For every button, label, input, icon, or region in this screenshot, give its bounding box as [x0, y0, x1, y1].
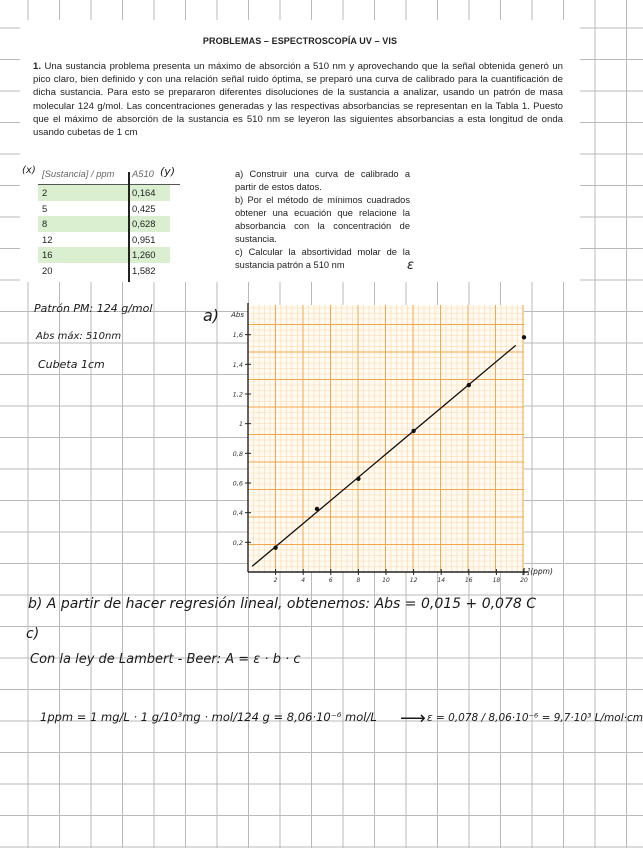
y-mark: (y) [160, 165, 176, 178]
ppm-conversion: 1ppm = 1 mg/L · 1 g/10³mg · mol/124 g = 8,06·10⁻⁶ mol/L [40, 710, 377, 724]
cell-conc: 5 [42, 202, 48, 214]
data-point [356, 477, 360, 481]
problem-number: 1. [33, 61, 42, 72]
cell-abs: 0,425 [132, 202, 156, 214]
abs-max-note: Abs máx: 510nm [36, 331, 122, 342]
x-tick-label: 18 [492, 577, 501, 584]
x-tick-label: 16 [464, 577, 473, 584]
cell-conc: 2 [38, 185, 128, 201]
y-tick-label: 0,4 [232, 509, 243, 518]
y-tick-label: 0,8 [232, 449, 243, 458]
cell-conc: 12 [42, 233, 53, 245]
task-c: c) Calcular la absortividad molar de la sustancia patrón a 510 nm [235, 247, 410, 270]
x-mark: (x) [22, 165, 36, 176]
beer-law-text: Con la ley de Lambert - Beer: A = ε · b · c [30, 652, 301, 667]
page-title: PROBLEMAS – ESPECTROSCOPÍA UV – VIS [202, 36, 398, 46]
cell-abs: 1,582 [132, 264, 156, 276]
x-axis-label: [ ](ppm) [522, 567, 553, 576]
x-tick-label: 4 [301, 577, 306, 584]
cell-abs: 0,628 [128, 216, 170, 232]
cell-abs: 0,951 [132, 233, 156, 245]
cell-conc: 8 [38, 216, 128, 232]
x-tick-label: 6 [328, 577, 333, 584]
cubeta-note: Cubeta 1cm [38, 358, 105, 371]
y-tick-label: 1 [238, 420, 243, 429]
cell-conc: 16 [38, 247, 128, 263]
x-tick-label: 8 [356, 577, 361, 584]
table-header-concentration: [Sustancia] / ppm [42, 168, 115, 179]
cell-abs: 0,164 [128, 185, 170, 201]
data-point [522, 335, 526, 339]
data-point [315, 507, 319, 511]
epsilon-mark: ε [407, 258, 415, 273]
x-tick-label: 2 [273, 577, 278, 584]
y-tick-label: 0,6 [232, 479, 243, 488]
arrow-icon: ⟶ [400, 708, 426, 729]
patron-note: Patrón PM: 124 g/mol [34, 302, 153, 315]
y-tick-label: 0,2 [232, 538, 243, 547]
part-c-label: c) [26, 626, 40, 642]
y-tick-label: 1,4 [232, 360, 243, 369]
x-tick-label: 14 [437, 577, 446, 584]
part-b-text: b) A partir de hacer regresión lineal, obtenemos: Abs = 0,015 + 0,078 C [28, 596, 536, 612]
y-tick-label: 1,6 [232, 331, 243, 340]
x-tick-label: 20 [520, 577, 528, 584]
graph-label: a) [203, 306, 220, 325]
task-b: b) Por el método de mínimos cuadrados obtener una ecuación que relacione la absorbancia con la concentración de sustancia. [235, 195, 410, 244]
data-point [411, 429, 415, 433]
cell-abs: 1,260 [128, 247, 170, 263]
data-point [273, 545, 277, 549]
x-tick-label: 12 [409, 577, 418, 584]
problem-text: Una sustancia problema presenta un máximo de absorción a 510 nm y aprovechando que la señal obtenida generó un pico claro, bien definido y con una relación señal ruido óptima, se preparó una curva de calibrado para la cuantificación de dicha sustancia. Para esto se prepararon diferentes disoluciones de la sustancia a analizar, usando un patrón de masa molecular 124 g/mol. Las concentraciones generadas y las respectivas absorbancias se representan en la Tabla 1. Puesto que el máximo de absorción de la sustancia es 510 nm se leyeron las siguientes absorbancias a esta longitud de onda usando cubetas de 1 cm [33, 61, 564, 139]
epsilon-result: ε = 0,078 / 8,06·10⁻⁶ = 9,7·10³ L/mol·cm [427, 712, 643, 724]
data-point [467, 383, 471, 387]
table-header-absorbance: A510 [132, 168, 154, 179]
x-tick-label: 10 [382, 577, 390, 584]
cell-conc: 20 [42, 264, 53, 276]
y-tick-label: 1,2 [232, 390, 243, 399]
y-axis-label: Abs [231, 311, 244, 319]
task-a: a) Construir una curva de calibrado a partir de estos datos. [235, 169, 410, 192]
